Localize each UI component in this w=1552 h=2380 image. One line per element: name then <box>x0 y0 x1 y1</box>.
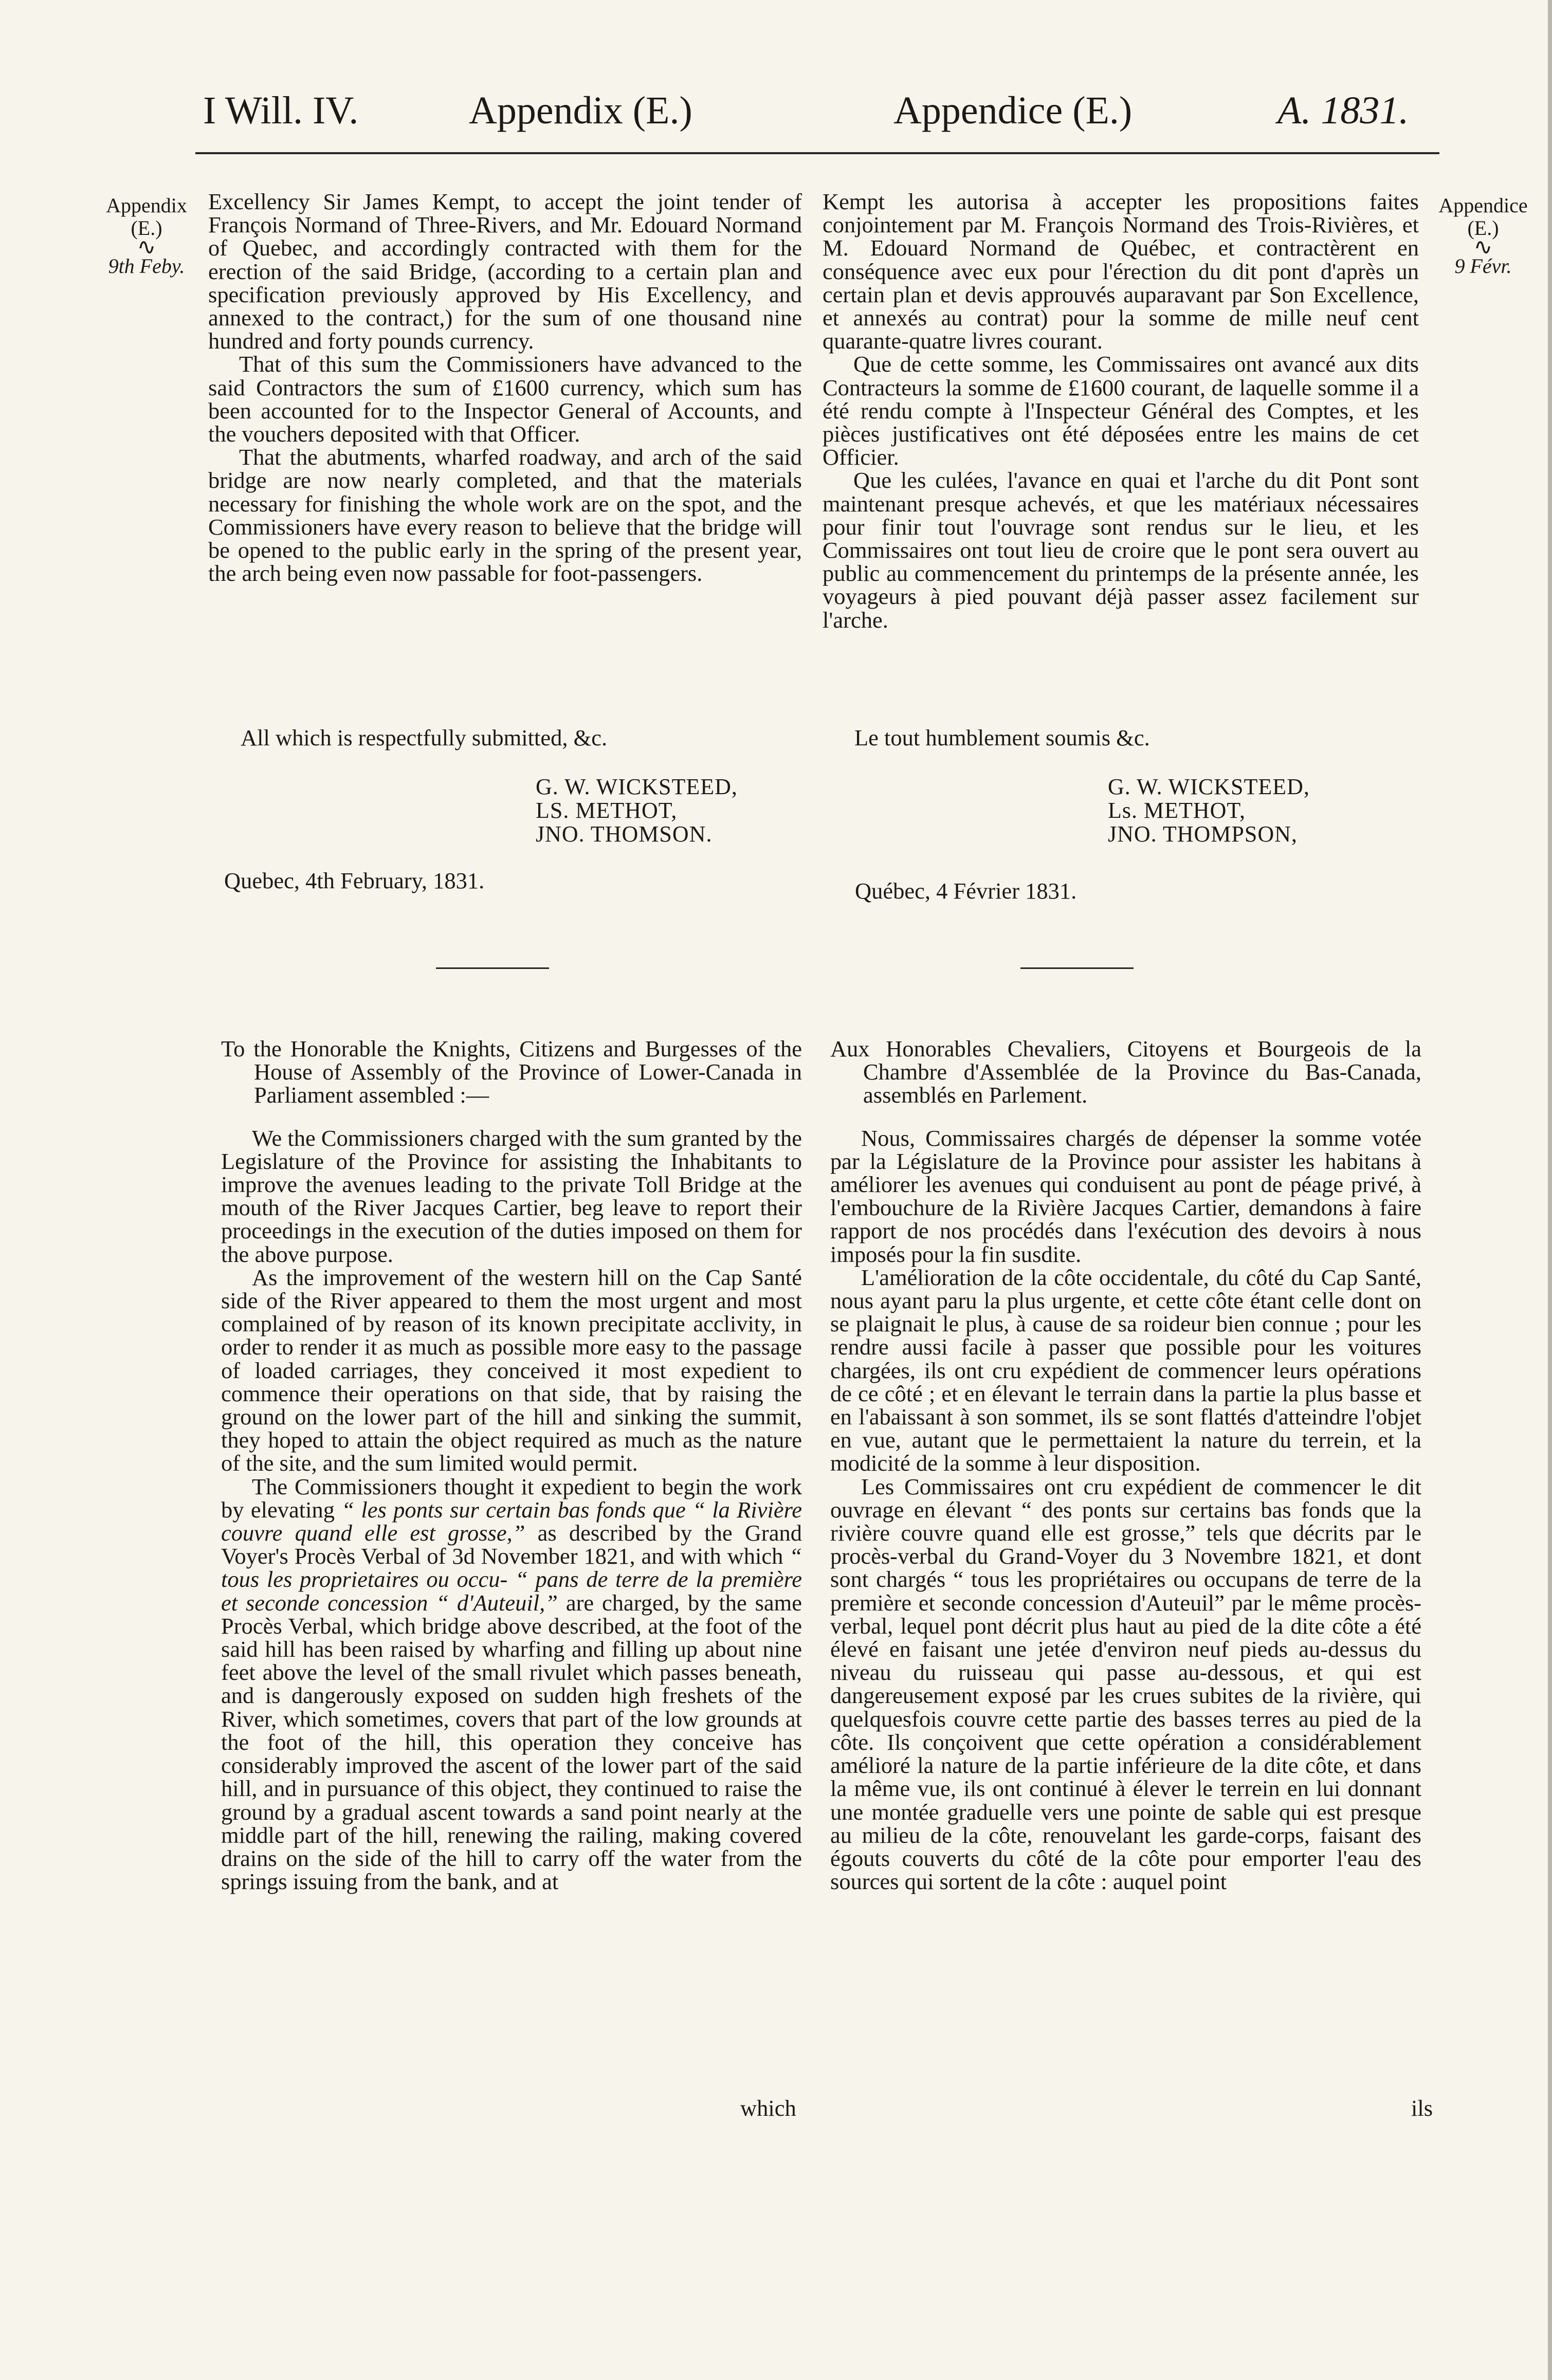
signature-name: G. W. WICKSTEED, <box>1108 774 1310 799</box>
french-quotation: “ tous les proprietaires ou occu- “ pans de terre de la première et seconde concession “ d'Auteuil,” <box>221 1543 802 1616</box>
french-report <box>830 1037 1421 1893</box>
french-paragraph: Que de cette somme, les Commissaires ont avancé aux dits Contracteurs la somme de £1600 courant, de laquelle somme il a été rendu compte à l'Inspecteur Général des Comptes, et les pièces justificatives ont été déposées entre les mains de cet Officier. <box>823 351 1419 470</box>
french-paragraph: Nous, Commissaires chargés de dépenser la somme votée par la Législature de la Province pour assister les habitans à améliorer les avenues qui conduisent au pont de péage privé, à l'embouchure de la Rivière Jacques Cartier, demandons à faire rapport de nos procédés dans l'exécution des devoirs à nous imposés pour la fin susdite. <box>830 1125 1421 1267</box>
tilde-ornament-left: ∿ <box>137 234 156 260</box>
catchword-french: ils <box>1411 2095 1433 2121</box>
english-place-date: Quebec, 4th February, 1831. <box>224 868 485 893</box>
section-divider-english <box>436 967 549 969</box>
header-title-english: Appendix (E.) <box>469 89 692 132</box>
english-text: as described by the Grand Voyer's Procès Verbal of 3d November 1821, and with which <box>221 1520 802 1569</box>
english-report-continued <box>208 190 802 585</box>
french-report-continued <box>823 190 1419 632</box>
french-paragraph: Kempt les autorisa à accepter les propositions faites conjointement par M. François Normand des Trois-Rivières, et M. Edouard Normand de Québec, et contractèrent en conséquence avec eux pour l'érection du dit pont d'après un certain plan et devis approuvés auparavant par Son Excellence, et annexés au contrat) pour la somme de mille neuf cent quarante-quatre livres courant. <box>823 189 1419 354</box>
english-report <box>221 1037 802 1893</box>
signature-name: JNO. THOMSON. <box>536 821 713 847</box>
tilde-ornament-right: ∿ <box>1473 234 1493 260</box>
french-paragraph: L'amélioration de la côte occidentale, du côté du Cap Santé, nous ayant paru la plus urgente, et cette côte étant celle dont on se plaignait le plus, à cause de sa roideur bien connue ; pour les rendre aussi facile à passer que possible pour les voitures chargées, ils ont cru expédient de commencer leurs opérations de ce côté ; et en élevant le terrain dans la partie la plus basse et en l'abaissant à son sommet, ils se sont flattés d'atteindre l'objet en vue, autant que le permettaient la nature du terrein, et la modicité de la somme à leur disposition. <box>830 1264 1421 1476</box>
french-address: Aux Honorables Chevaliers, Citoyens et Bourgeois de la Chambre d'Assemblée de la Province du Bas-Canada, assemblés en Parlement. <box>830 1036 1421 1108</box>
margin-note-left-label: Appendix <box>106 194 187 217</box>
english-paragraph: We the Commissioners charged with the sum granted by the Legislature of the Province for assisting the Inhabitants to improve the avenues leading to the private Toll Bridge at the mouth of the River Jacques Cartier, beg leave to report their proceedings in the execution of the duties imposed on them for the above purpose. <box>221 1125 802 1267</box>
margin-note-right <box>1424 194 1542 278</box>
english-text: are charged, by the same Procès Verbal, which bridge above described, at the foot of the said hill has been raised by wharfing and filling up about nine feet above the level of the small rivulet which passes beneath, and is dangerously exposed on sudden high freshets of the River, which sometimes, covers that part of the low grounds at the foot of the hill, this operation they conceive has considerably improved the ascent of the lower part of the said hill, and in pursuance of this object, they continued to raise the ground by a gradual ascent towards a sand point nearly at the middle part of the hill, renewing the railing, making covered drains on the side of the hill to carry off the water from the springs issuing from the bank, and at <box>221 1589 802 1895</box>
french-closing: Le tout humblement soumis &c. <box>854 725 1150 750</box>
signature-name: G. W. WICKSTEED, <box>536 774 738 799</box>
header-title-french: Appendice (E.) <box>893 89 1133 132</box>
english-paragraph: That the abutments, wharfed roadway, and arch of the said bridge are now nearly completed, and that the materials necessary for finishing the whole work are on the spot, and the Commissioners have every reason to believe that the bridge will be opened to the public early in the spring of the present year, the arch being even now passable for foot-passengers. <box>208 444 802 587</box>
spacer <box>830 1107 1421 1127</box>
english-paragraph: That of this sum the Commissioners have advanced to the said Contractors the sum of £1600 currency, which sum has been accounted for to the Inspector General of Accounts, and the vouchers deposited with that Officer. <box>208 351 802 447</box>
margin-note-left <box>82 194 211 278</box>
english-paragraph <box>221 1475 802 1894</box>
margin-note-right-label: Appendice <box>1438 194 1528 217</box>
margin-note-right-appendix: (E.) <box>1467 216 1499 240</box>
english-closing: All which is respectfully submitted, &c. <box>241 725 608 750</box>
header-rule <box>195 152 1439 154</box>
catchword-english: which <box>740 2095 796 2121</box>
french-quotation: “ les ponts sur certain bas fonds que “ la Rivière couvre quand elle est grosse,” <box>221 1496 802 1546</box>
signature-name: Ls. METHOT, <box>1108 798 1246 823</box>
header-session: I Will. IV. <box>203 89 359 132</box>
french-paragraph: Les Commissaires ont cru expédient de commencer le dit ouvrage en élevant “ des ponts sur certains bas fonds que la rivière couvre quand elle est grosse,” tels que décrits par le procès-verbal du Grand-Voyer du 3 Novembre 1821, et dont sont chargés “ tous les propriétaires ou occupans de terre de la première et seconde concession d'Auteuil” par le même procès-verbal, lequel pont décrit plus haut au pied de la dite côte a été élevé en faisant une jetée d'environ neuf pieds au-dessus du niveau du ruisseau qui passe au-dessous, et qui est dangereusement exposé par les crues subites de la rivière, qui quelquesfois couvre cette partie des basses terres au pied de la côte. Ils conçoivent que cette opération a considérablement amélioré la nature de la partie inférieure de la dite côte, et dans la même vue, ils ont continué à élever le terrein en lui donnant une montée graduelle vers une pointe de sable qui est presque au milieu de la côte, renouvelant les garde-corps, faisant des égouts couverts du côté de la côte pour emporter l'eau des sources qui sortent de la côte : auquel point <box>830 1473 1421 1895</box>
french-paragraph: Que les culées, l'avance en quai et l'arche du dit Pont sont maintenant presque achevés, et que les matériaux nécessaires pour finir tout l'ouvrage sont rendus sur le lieu, et les Commissaires ont tout lieu de croire que le pont sera ouvert au public au commencement du printemps de la présente année, les voyageurs à pied pouvant déjà passer assez facilement sur l'arche. <box>823 467 1419 633</box>
page-edge <box>1548 0 1552 2380</box>
english-paragraph: Excellency Sir James Kempt, to accept the joint tender of François Normand of Three-Rivers, and Mr. Edouard Normand of Quebec, and accordingly contracted with them for the erection of the said Bridge, (according to a certain plan and specification previously approved by His Excellency, and annexed to the contract,) for the sum of one thousand nine hundred and forty pounds currency. <box>208 189 802 354</box>
french-signatures <box>1108 775 1310 846</box>
signature-name: LS. METHOT, <box>536 798 678 823</box>
margin-note-left-date: 9th Feby. <box>108 254 185 278</box>
french-place-date: Québec, 4 Février 1831. <box>855 878 1077 904</box>
spacer <box>221 1107 802 1127</box>
margin-note-left-appendix: (E.) <box>131 216 162 240</box>
english-address: To the Honorable the Knights, Citizens and Burgesses of the House of Assembly of the Province of Lower-Canada in Parliament assembled :— <box>221 1036 802 1108</box>
english-text: The Commissioners thought it expedient to begin the work by elevating <box>221 1473 802 1523</box>
english-signatures <box>536 775 738 846</box>
header-year: A. 1831. <box>1277 89 1409 132</box>
signature-name: JNO. THOMPSON, <box>1108 821 1298 847</box>
margin-note-right-date: 9 Févr. <box>1454 254 1512 278</box>
english-paragraph: As the improvement of the western hill on the Cap Santé side of the River appeared to them the most urgent and most complained of by reason of its known precipitate acclivity, in order to render it as much as possible more easy to the passage of loaded carriages, they conceived it most expedient to commence their operations on that side, that by raising the ground on the lower part of the hill and sinking the summit, they hoped to attain the object required as much as the nature of the site, and the sum limited would permit. <box>221 1264 802 1476</box>
section-divider-french <box>1020 967 1134 969</box>
